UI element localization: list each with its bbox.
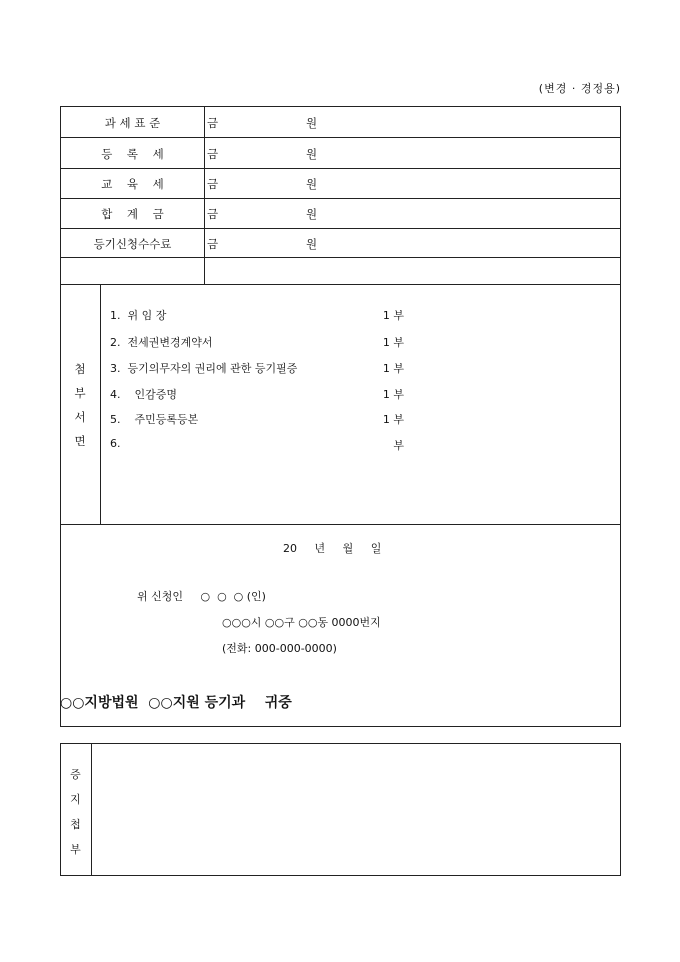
attachment-item-name: 5. 주민등록등본 [110, 413, 199, 426]
attachment-item-count: 1 부 [382, 413, 404, 426]
date-line: 20 년 월 일 [283, 542, 382, 555]
attachment-side-label: 면 [74, 434, 86, 448]
attachment-side-label: 첨 [74, 362, 86, 376]
attachment-item-count: 1 부 [382, 309, 404, 322]
attachment-side-label: 서 [74, 410, 86, 424]
fee-label-registration-tax: 등 록 세 [101, 147, 164, 161]
fee-label-total: 합 계 금 [101, 207, 164, 221]
address-line: ○○○시 ○○구 ○○동 0000번지 [222, 616, 381, 629]
fee-unit: 원 [306, 116, 318, 130]
attachment-item-count: 1 부 [382, 336, 404, 349]
attachment-item-name: 6. [110, 437, 121, 450]
fee-unit: 원 [306, 147, 318, 161]
stamp-side-label: 지 [70, 793, 81, 806]
attachment-side-label: 부 [74, 386, 86, 400]
fee-label-education-tax: 교 육 세 [101, 177, 164, 191]
court-recipient: ○○지방법원 ○○지원 등기과 귀중 [60, 695, 292, 711]
attachment-item-name: 2. 전세권변경계약서 [110, 336, 213, 349]
stamp-side-label: 부 [70, 843, 81, 856]
fee-prefix: 금 [207, 207, 219, 221]
fee-prefix: 금 [207, 177, 219, 191]
phone-line: (전화: 000-000-0000) [222, 642, 337, 655]
stamp-side-label: 증 [70, 768, 81, 781]
attachment-item-count: 1 부 [382, 362, 404, 375]
usage-note: (변경 · 경정용) [538, 82, 621, 95]
attachment-item-name: 1. 위 임 장 [110, 309, 167, 322]
fee-unit: 원 [306, 177, 318, 191]
attachment-item-name: 3. 등기의무자의 권리에 관한 등기필증 [110, 362, 298, 375]
fee-label-filing-fee: 등기신청수수료 [93, 237, 172, 251]
fee-prefix: 금 [207, 116, 219, 130]
stamp-column-divider [91, 743, 92, 876]
attachment-item-count: 1 부 [382, 388, 404, 401]
fee-label-tax-base: 과 세 표 준 [104, 116, 161, 130]
stamp-attach-box [60, 743, 621, 876]
attachment-item-count: 부 [393, 439, 404, 452]
attachment-column-divider [100, 284, 101, 524]
attachment-item-name: 4. 인감증명 [110, 388, 177, 401]
fee-prefix: 금 [207, 147, 219, 161]
fee-unit: 원 [306, 207, 318, 221]
applicant-line: 위 신청인 ○ ○ ○ (인) [137, 590, 266, 603]
fee-unit: 원 [306, 237, 318, 251]
fee-prefix: 금 [207, 237, 219, 251]
stamp-side-label: 첩 [70, 818, 81, 831]
